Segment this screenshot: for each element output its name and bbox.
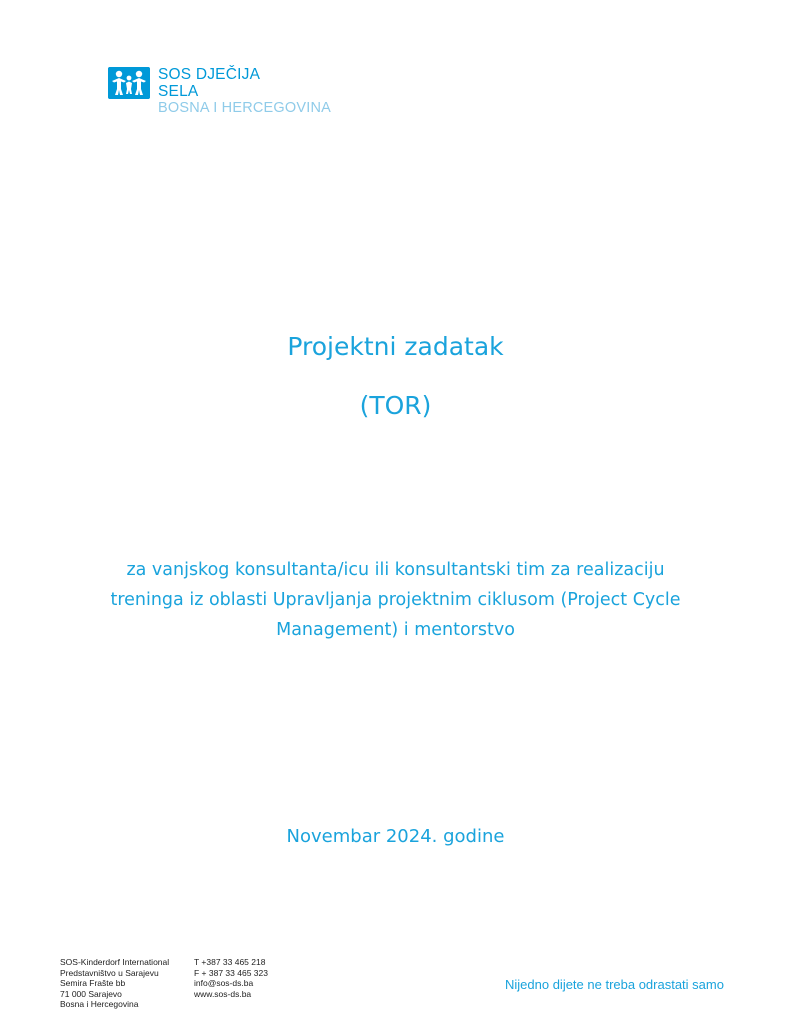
description-line: za vanjskog konsultanta/icu ili konsultantski tim za realizaciju <box>126 560 665 580</box>
document-description <box>60 555 731 645</box>
footer-tagline: Nijedno dijete ne treba odrastati samo <box>505 977 724 992</box>
footer-address-line: SOS-Kinderdorf International <box>60 957 170 967</box>
footer-address <box>60 957 169 1010</box>
logo-text <box>158 66 331 117</box>
document-title-abbreviation: (TOR) <box>359 391 432 420</box>
sos-children-logo-icon <box>108 67 150 99</box>
document-date: Novembar 2024. godine <box>286 826 505 847</box>
footer-email: info@sos-ds.ba <box>194 978 254 988</box>
organization-logo <box>108 66 331 117</box>
description-line: Management) i mentorstvo <box>276 620 515 640</box>
footer-website: www.sos-ds.ba <box>194 988 252 999</box>
footer-address-line: Bosna i Hercegovina <box>60 999 139 1009</box>
footer-address-line: Predstavništvo u Sarajevu <box>60 967 159 978</box>
logo-line-organization: SOS DJEČIJA <box>158 66 261 83</box>
logo-line-villages: SELA <box>158 83 199 100</box>
description-line: treninga iz oblasti Upravljanja projektnim ciklusom (Project Cycle <box>110 590 681 610</box>
footer-phone: T +387 33 465 218 <box>194 957 266 967</box>
footer-address-line: 71 000 Sarajevo <box>60 988 122 999</box>
logo-line-country: BOSNA I HERCEGOVINA <box>158 100 332 116</box>
footer-contact <box>194 957 268 999</box>
footer-fax: F + 387 33 465 323 <box>194 967 268 978</box>
footer-address-line: Semira Frašte bb <box>60 978 126 988</box>
document-title: Projektni zadatak <box>287 332 504 361</box>
